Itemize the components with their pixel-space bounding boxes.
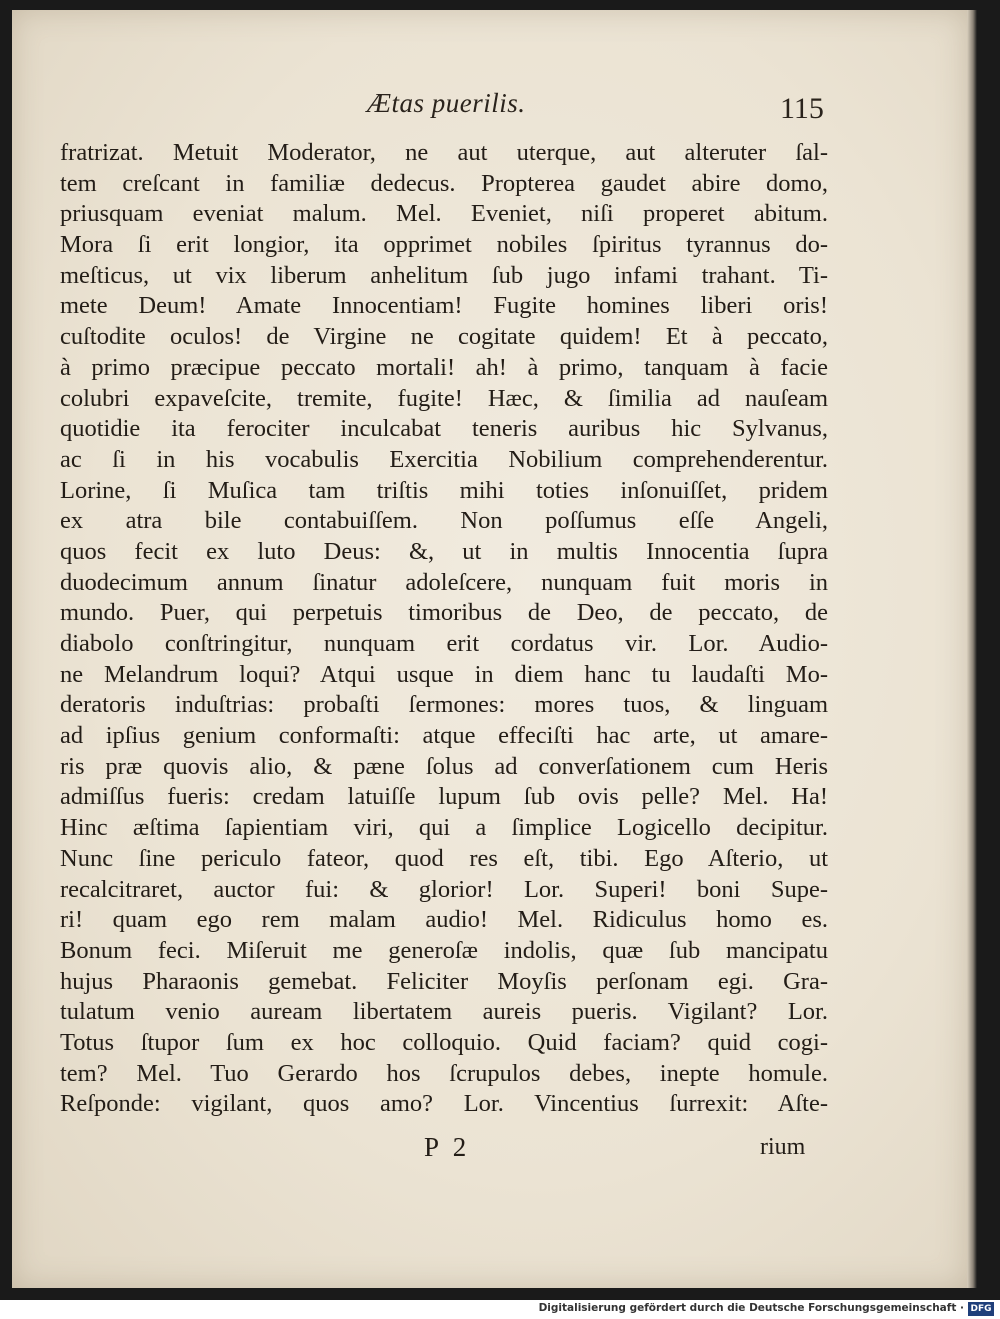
text-line: admiſſus fueris: credam latuiſſe lupum ſub ovis pelle? Mel. Ha! — [60, 783, 828, 811]
text-line: Hinc æſtima ſapientiam viri, qui a ſimplice Logicello decipitur. — [60, 814, 828, 842]
text-line: colubri expaveſcite, tremite, fugite! Hæc, & ſimilia ad nauſeam — [60, 384, 828, 412]
text-line: duodecimum annum ſinatur adoleſcere, nunquam fuit moris in — [60, 568, 828, 596]
page-edge — [967, 10, 977, 1288]
running-head — [12, 88, 967, 128]
text-line: tem? Mel. Tuo Gerardo hos ſcrupulos debes, inepte homule. — [60, 1059, 828, 1087]
text-line: hujus Pharaonis gemebat. Feliciter Moyſis perſonam egi. Gra- — [60, 967, 828, 995]
text-line: tem creſcant in familiæ dedecus. Propterea gaudet abire domo, — [60, 169, 828, 197]
text-line: tulatum venio auream libertatem aureis pueris. Vigilant? Lor. — [60, 998, 828, 1026]
book-page — [12, 10, 967, 1288]
text-line: ac ſi in his vocabulis Exercitia Nobilium comprehenderentur. — [60, 445, 828, 473]
text-line: recalcitraret, auctor fui: & glorior! Lor. Superi! boni Supe- — [60, 875, 828, 903]
text-line: ris præ quovis alio, & pæne ſolus ad converſationem cum Heris — [60, 752, 828, 780]
text-line: Bonum feci. Miſeruit me generoſæ indolis, quæ ſub mancipatu — [60, 936, 828, 964]
text-line: meſticus, ut vix liberum anhelitum ſub jugo infami trahant. Ti- — [60, 261, 828, 289]
body-text — [60, 138, 828, 1120]
text-line: ex atra bile contabuiſſem. Non poſſumus eſſe Angeli, — [60, 507, 828, 535]
text-line: Reſponde: vigilant, quos amo? Lor. Vincentius ſurrexit: Aſte- — [60, 1090, 828, 1118]
text-line: mete Deum! Amate Innocentiam! Fugite homines liberi oris! — [60, 292, 828, 320]
dfg-logo-icon: DFG — [968, 1302, 994, 1316]
text-line: Mora ſi erit longior, ita opprimet nobiles ſpiritus tyrannus do- — [60, 231, 828, 259]
digitization-credit: Digitalisierung gefördert durch die Deutsche Forschungsgemeinschaft · — [538, 1302, 964, 1314]
text-line: Nunc ſine periculo fateor, quod res eſt, tibi. Ego Aſterio, ut — [60, 844, 828, 872]
text-line: quotidie ita ferociter inculcabat teneris auribus hic Sylvanus, — [60, 415, 828, 443]
text-line: ne Melandrum loqui? Atqui usque in diem hanc tu laudaſti Mo- — [60, 660, 828, 688]
text-line: fratrizat. Metuit Moderator, ne aut uterque, aut alteruter ſal- — [60, 139, 828, 166]
running-title: Ætas puerilis. — [367, 88, 526, 118]
page-number: 115 — [780, 92, 824, 125]
digitization-credit-bar — [0, 1300, 1000, 1319]
catchword: rium — [760, 1134, 806, 1160]
text-line: diabolo conſtringitur, nunquam erit cordatus vir. Lor. Audio- — [60, 630, 828, 657]
text-line: ri! quam ego rem malam audio! Mel. Ridiculus homo es. — [60, 906, 828, 934]
text-line: à primo præcipue peccato mortali! ah! à primo, tanquam à facie — [60, 353, 828, 381]
text-line: deratoris induſtrias: probaſti ſermones: mores tuos, & linguam — [60, 691, 828, 719]
text-line: Lorine, ſi Muſica tam triſtis mihi toties inſonuiſſet, pridem — [60, 476, 828, 504]
signature-mark: P 2 — [424, 1132, 471, 1162]
text-line: cuſtodite oculos! de Virgine ne cogitate quidem! Et à peccato, — [60, 323, 828, 351]
text-line: priusquam eveniat malum. Mel. Eveniet, niſi properet abitum. — [60, 200, 828, 228]
text-line: ad ipſius genium conformaſti: atque effeciſti hac arte, ut amare- — [60, 722, 828, 750]
text-line: Totus ſtupor ſum ex hoc colloquio. Quid faciam? quid cogi- — [60, 1028, 828, 1056]
text-line: mundo. Puer, qui perpetuis timoribus de Deo, de peccato, de — [60, 599, 828, 627]
text-line: quos fecit ex luto Deus: &, ut in multis Innocentia ſupra — [60, 537, 828, 565]
